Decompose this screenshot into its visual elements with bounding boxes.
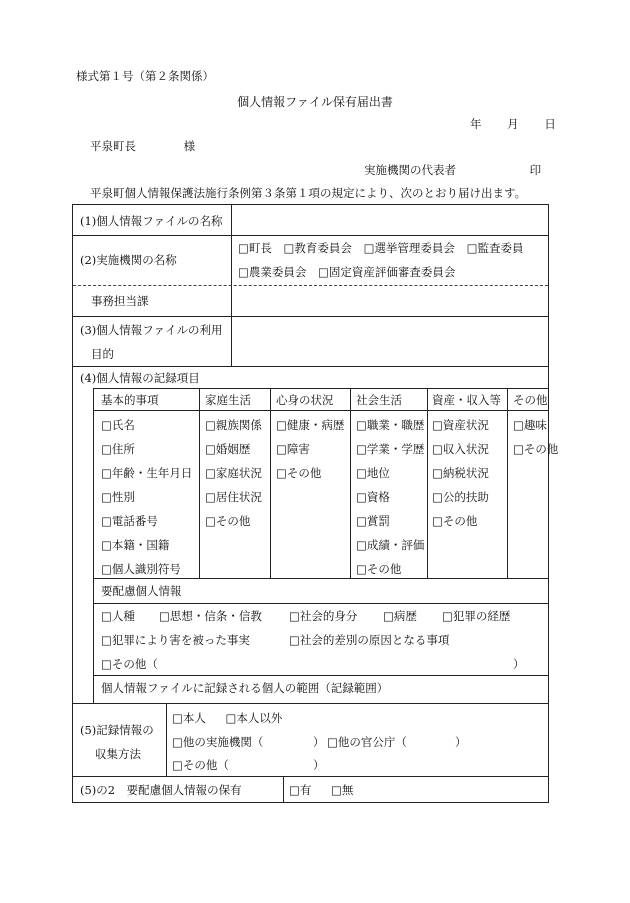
agency-option-agriculture[interactable]: □ 農業委員会: [238, 265, 306, 279]
item-position[interactable]: □ 地位: [356, 466, 390, 480]
item-other[interactable]: □ その他: [513, 442, 558, 456]
file-name-label: (1)個人情報ファイルの名称: [80, 214, 223, 228]
purpose-label-cont: 目的: [91, 347, 114, 361]
collection-other-agency-close: ）: [313, 735, 325, 749]
header-other: その他: [513, 393, 548, 407]
item-health[interactable]: □ 健康・病歴: [276, 418, 344, 432]
item-health-other[interactable]: □ その他: [276, 466, 321, 480]
agency-option-audit[interactable]: □ 監査委員: [467, 241, 524, 255]
collection-other-agency[interactable]: □ 他の実施機関（: [172, 735, 263, 749]
date-month: 月: [507, 117, 519, 131]
document-title: 個人情報ファイル保有届出書: [237, 95, 393, 109]
sensitive-medical[interactable]: □ 病歴: [383, 609, 417, 623]
item-identifier[interactable]: □ 個人識別符号: [101, 562, 181, 576]
item-hobby[interactable]: □ 趣味: [513, 418, 547, 432]
header-social: 社会生活: [356, 393, 402, 407]
collection-label-cont: 収集方法: [95, 747, 141, 761]
intro-text: 平泉町個人情報保護法施行条例第３条第１項の規定により、次のとおり届け出ます。: [90, 186, 527, 200]
sensitive-holding-options: [289, 783, 353, 797]
collection-others[interactable]: □ 本人以外: [226, 711, 283, 725]
form-table: [72, 204, 559, 803]
sensitive-label: 要配慮個人情報: [101, 584, 182, 598]
header-health: 心身の状況: [276, 393, 334, 407]
agency-label: (2)実施機関の名称: [80, 253, 177, 267]
item-assets-other[interactable]: □ その他: [432, 514, 477, 528]
sensitive-discrimination[interactable]: □ 社会的差別の原因となる事項: [289, 633, 449, 647]
item-name[interactable]: □ 氏名: [101, 418, 135, 432]
addressee-suffix: 様: [183, 139, 196, 153]
item-occupation[interactable]: □ 職業・職歴: [356, 418, 424, 432]
sensitive-holding-yes[interactable]: □ 有: [289, 783, 311, 797]
collection-other-gov-close: ）: [455, 735, 467, 749]
sensitive-belief[interactable]: □ 思想・信条・信教: [159, 609, 262, 623]
representative-label: 実施機関の代表者: [364, 163, 456, 177]
date-line: [470, 116, 556, 132]
collection-other-close: ）: [313, 758, 325, 772]
record-items-label: (4)個人情報の記録項目: [80, 371, 200, 385]
purpose-label: (3)個人情報ファイルの利用: [80, 323, 223, 337]
item-disability[interactable]: □ 障害: [276, 442, 310, 456]
item-marriage[interactable]: □ 婚姻歴: [205, 442, 250, 456]
sensitive-other-close: ）: [513, 657, 525, 671]
representative-line: [364, 162, 541, 178]
agency-option-education[interactable]: □ 教育委員会: [284, 241, 352, 255]
agency-option-mayor[interactable]: □ 町長: [238, 241, 272, 255]
item-evaluation[interactable]: □ 成績・評価: [356, 538, 424, 552]
item-age[interactable]: □ 年齢・生年月日: [101, 466, 192, 480]
item-education[interactable]: □ 学業・学歴: [356, 442, 424, 456]
addressee: [90, 138, 195, 154]
item-awards[interactable]: □ 賞罰: [356, 514, 390, 528]
collection-line1: [172, 711, 282, 725]
sensitive-holding-no[interactable]: □ 無: [331, 783, 353, 797]
collection-other[interactable]: □ その他（: [172, 758, 229, 772]
collection-other-gov[interactable]: □ 他の官公庁（: [327, 735, 407, 749]
item-qualification[interactable]: □ 資格: [356, 490, 390, 504]
item-tax[interactable]: □ 納税状況: [432, 466, 489, 480]
date-year: 年: [470, 117, 482, 131]
agency-option-asset-review[interactable]: □ 固定資産評価審査委員会: [318, 265, 455, 279]
item-address[interactable]: □ 住所: [101, 442, 135, 456]
agency-options-line1: [238, 241, 523, 255]
item-residence[interactable]: □ 居住状況: [205, 490, 262, 504]
scope-label: 個人情報ファイルに記録される個人の範囲（記録範囲）: [101, 681, 389, 695]
agency-options-line2: [238, 265, 455, 279]
item-household[interactable]: □ 家庭状況: [205, 466, 262, 480]
addressee-name: 平泉町長: [90, 139, 136, 153]
sensitive-victim[interactable]: □ 犯罪により害を被った事実: [101, 633, 250, 647]
item-family-other[interactable]: □ その他: [205, 514, 250, 528]
sensitive-other[interactable]: □ その他（: [101, 657, 158, 671]
header-family: 家庭生活: [205, 393, 251, 407]
item-relatives[interactable]: □ 親族関係: [205, 418, 262, 432]
sensitive-holding-label: (5)の2 要配慮個人情報の保有: [80, 783, 242, 797]
item-income[interactable]: □ 収入状況: [432, 442, 489, 456]
item-domicile[interactable]: □ 本籍・国籍: [101, 538, 169, 552]
form-number: 様式第１号（第２条関係）: [76, 69, 214, 83]
header-basic: 基本的事項: [101, 393, 159, 407]
item-assets[interactable]: □ 資産状況: [432, 418, 489, 432]
item-gender[interactable]: □ 性別: [101, 490, 135, 504]
collection-label: (5)記録情報の: [80, 723, 154, 737]
item-welfare[interactable]: □ 公的扶助: [432, 490, 489, 504]
collection-self[interactable]: □ 本人: [172, 711, 206, 725]
seal-mark: 印: [529, 163, 542, 177]
header-assets: 資産・収入等: [432, 393, 501, 407]
date-day: 日: [544, 117, 556, 131]
sensitive-criminal[interactable]: □ 犯罪の経歴: [442, 609, 510, 623]
sensitive-race[interactable]: □ 人種: [101, 609, 135, 623]
item-phone[interactable]: □ 電話番号: [101, 514, 158, 528]
item-social-other[interactable]: □ その他: [356, 562, 401, 576]
agency-option-election[interactable]: □ 選挙管理委員会: [364, 241, 455, 255]
office-label: 事務担当課: [91, 294, 149, 308]
sensitive-status[interactable]: □ 社会的身分: [289, 609, 357, 623]
